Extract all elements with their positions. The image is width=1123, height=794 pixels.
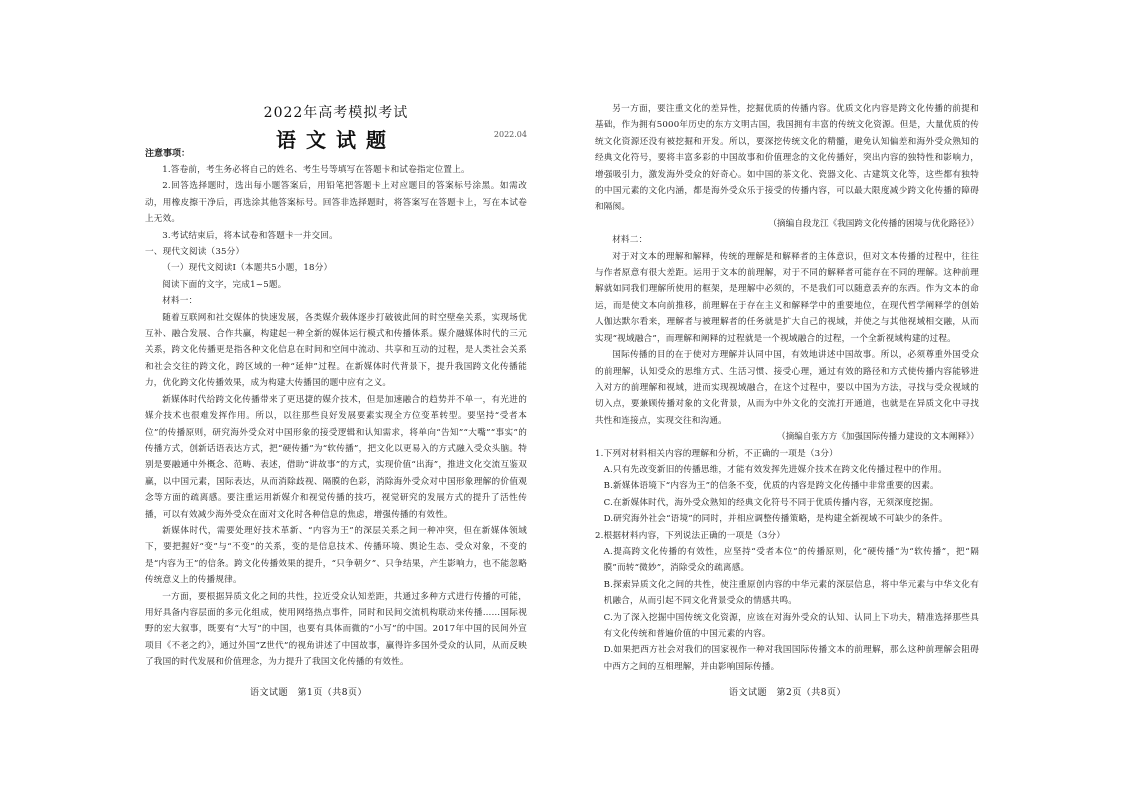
question-option: C.为了深入挖掘中国传统文化资源，应该在对海外受众的认知、认同上下功夫，精准选择那些具有文化传统和普遍价值的中国元素的内容。: [603, 612, 979, 639]
question-option: B.探索异质文化之间的共性，使注重原创内容的中华元素的深层信息，将中华元素与中华文化有机融合，从而引起不同文化背景受众的情感共鸣。: [603, 579, 979, 607]
note-item: 2.回答选择题时，选出每小题答案后，用铅笔把答题卡上对应题目的答案标号涂黑。如需改动，用橡皮擦干净后，再选涂其他答案标号。回答非选择题时，将答案写在答题卡上，写在本试卷上无效。: [145, 181, 527, 225]
question-stem: 1.下列对材料相关内容的理解和分析，不正确的一项是（3分）: [595, 448, 838, 459]
material-label: 材料一：: [162, 296, 198, 307]
subject-title: 语文试题: [276, 128, 396, 152]
body-paragraph: 另一方面，要注重文化的差异性，挖掘优质的传播内容。优质文化内容是跨文化传播的前提和基础，作为拥有5000年历史的东方文明古国，我国拥有丰富的传统文化资源。但是，大量优质的传统文化资源还没有被挖掘和开发。所以，要深挖传统文化的精髓，避免认知偏差和海外受众熟知的经典文化符号，要将丰富多彩的中国故事和价值理念的文化传播好，突出内容的独特性和影响力，增强吸引力，激发海外受众的好奇心。如中国的茶文化、瓷器文化、古建筑文化等，这些都有独特的中国元素的文化内涵，都是海外受众乐于接受的传播内容，可以最大限度减少跨文化传播的障碍和隔阂。: [595, 104, 979, 213]
source-citation: （摘编自段龙江《我国跨文化传播的困境与优化路径》）: [768, 218, 979, 229]
section-heading: 一、现代文阅读（35分）: [145, 247, 245, 258]
source-citation: （摘编自张方方《加强国际传播力建设的文本阐释》）: [777, 432, 979, 443]
notes-heading: 注意事项：: [145, 149, 191, 159]
body-paragraph: 新媒体时代给跨文化传播带来了更迅捷的媒介技术，但是加速融合的趋势并不单一，有光进的媒介技术也很难发挥作用。所以，以往那些良好发展要素实现全方位变革转型。要坚持“受者本位”的传播原则，研究海外受众对中国形象的接受逻辑和认知需求，将单向“告知”“大嘴”“事实”的传播方式，创新话语表达方式，把“硬传播”为“软传播”，把文化以更易入的方式融入受众头脑。特别是要融通中外概念、范畴、表述，借助“讲故事”的方式，实现价值“出海”，推进文化交流互鉴双赢，以中国元素，国际表达，从而消除歧视、隔膜的色彩，消除海外受众对中国形象理解的价值观念等方面的疏离感。要注重运用新媒介和视觉传播的技巧，视觉研究的发展方式的提升了活性传播，可以有效减少海外受众在面对文化时各种信息的焦虑，增强传播的有效性。: [145, 394, 527, 520]
question-option: D.如果把西方社会对我们的国家视作一种对我国国际传播文本的前理解，那么这种前理解会阻碍中西方之间的互相理解，并由影响国际传播。: [603, 645, 979, 672]
question-option: B.新媒体语境下“内容为王”的信条不变，优质的内容是跨文化传播中非常重要的因素。: [603, 481, 939, 492]
question-option: A.只有先改变新旧的传播思维，才能有效发挥先进媒介技术在跨文化传播过程中的作用。: [603, 464, 948, 475]
question-stem: 2.根据材料内容，下列说法正确的一项是（3分）: [595, 530, 786, 541]
note-item: 1.答卷前，考生务必将自己的姓名、考生号等填写在答题卡和试卷指定位置上。: [162, 165, 470, 175]
reading-instruction: 阅读下面的文字，完成1~5题。: [162, 279, 287, 290]
page-footer: 语文试题 第1页（共8页）: [250, 688, 367, 698]
body-paragraph: 国际传播的目的在于使对方理解并认同中国，有效地讲述中国故事。所以，必须尊重外国受众的前理解，认知受众的思维方式、生活习惯、接受心理，通过有效的路径和方式使传播内容能够进入对方的前理解和视域，进而实现视域融合，在这个过程中，要以中国为方法，寻找与受众视域的切入点，要兼顾传播对象的文化背景，从而为中外文化的交流打开通道，也就是在异质文化中寻找共性和连接点，实现交往和沟通。: [595, 350, 979, 426]
body-paragraph: 对于对文本的理解和解释，传统的理解是和解释者的主体意识，但对文本传播的过程中，往往与作者原意有很大差距。运用于文本的前理解，对于不同的解释者可能存在不同的理解。这种前理解就如同我们理解所使用的框架，是理解中必须的，不是我们可以随意丢弃的东西。作为文本的命运，而是使文本向前推移，前理解在于存在主义和解释学中的重要地位，在现代哲学阐释学的创始人伽达默尔看来，理解者与被理解者的任务就是扩大自己的视域，并使之与其他视域相交融，从而实现“视域融合”，而理解和阐释的过程就是一个视域融合的过程，一个全新视域构建的过程。: [595, 251, 979, 344]
exam-date: 2022.04: [493, 130, 527, 139]
page-footer: 语文试题 第2页（共8页）: [729, 688, 846, 698]
note-item: 3.考试结束后，将本试卷和答题卡一并交回。: [162, 230, 338, 241]
question-option: C.在新媒体时代，海外受众熟知的经典文化符号不同于优质传播内容，无须深度挖掘。: [603, 497, 939, 508]
material-label: 材料二：: [612, 235, 648, 246]
question-option: D.研究海外社会“语境”的同时，并相应调整传播策略，是构建全新视域不可缺少的条件。: [603, 514, 948, 525]
subject-row: [145, 124, 527, 152]
question-1: [595, 446, 979, 528]
exam-title: 2022年高考模拟考试: [263, 105, 409, 121]
subsection-heading: （一）现代文阅读Ⅰ（本题共5小题，18分）: [162, 263, 333, 274]
body-paragraph: 随着互联网和社交媒体的快速发展，各类媒介载体逐步打破彼此间的时空壁垒关系，实现场优互补、融合发展、合作共赢，构建起一种全新的媒体运行模式和传播体系。媒介融媒体时代的三元关系，跨文化传播更是指各种文化信息在时间和空间中流动、共享和互动的过程，是人类社会关系和社会交往的跨文化，跨区域的一种“延伸”过程。在新媒体时代背景下，提升我国跨文化传播能力，优化跨文化传播效果，成为构建大传播国的题中应有之义。: [145, 312, 527, 389]
body-paragraph: 一方面，要根据异质文化之间的共性，拉近受众认知差距，共通过多种方式进行传播的可能，用好具备内容层面的多元化组成，使用网络热点事件，同时和民间交流机构联动来传播……国际视野的宏大叙事，既要有“大写”的中国，也要有具体而微的“小写”的中国。2017年中国的民间外宣项目《不老之约》，通过外国“Z世代”的视角讲述了中国故事，赢得许多国外受众的认同，从而反映了我国的时代发展和价值理念，为力提升了我国文化传播的有效性。: [145, 591, 527, 668]
question-2: [595, 528, 979, 676]
right-page: [561, 0, 1122, 794]
question-option: A.提高跨文化传播的有效性，应坚持“受者本位”的传播原则，化“硬传播”为“软传播”，把“隔膜”而转“微妙”，消除受众的疏离感。: [603, 546, 979, 574]
left-page: [0, 0, 561, 794]
body-paragraph: 新媒体时代，需要处理好技术革新、“内容为王”的深层关系之间一种冲突，但在新媒体领域下，要把握好“变”与“不变”的关系，变的是信息技术、传播环境、舆论生态、受众对象，不变的是“内容为王”的信条。跨文化传播效果的提升，“只争朝夕”、只争结果，产生影响力，也不能忽略传统意义上的传播规律。: [145, 525, 527, 586]
